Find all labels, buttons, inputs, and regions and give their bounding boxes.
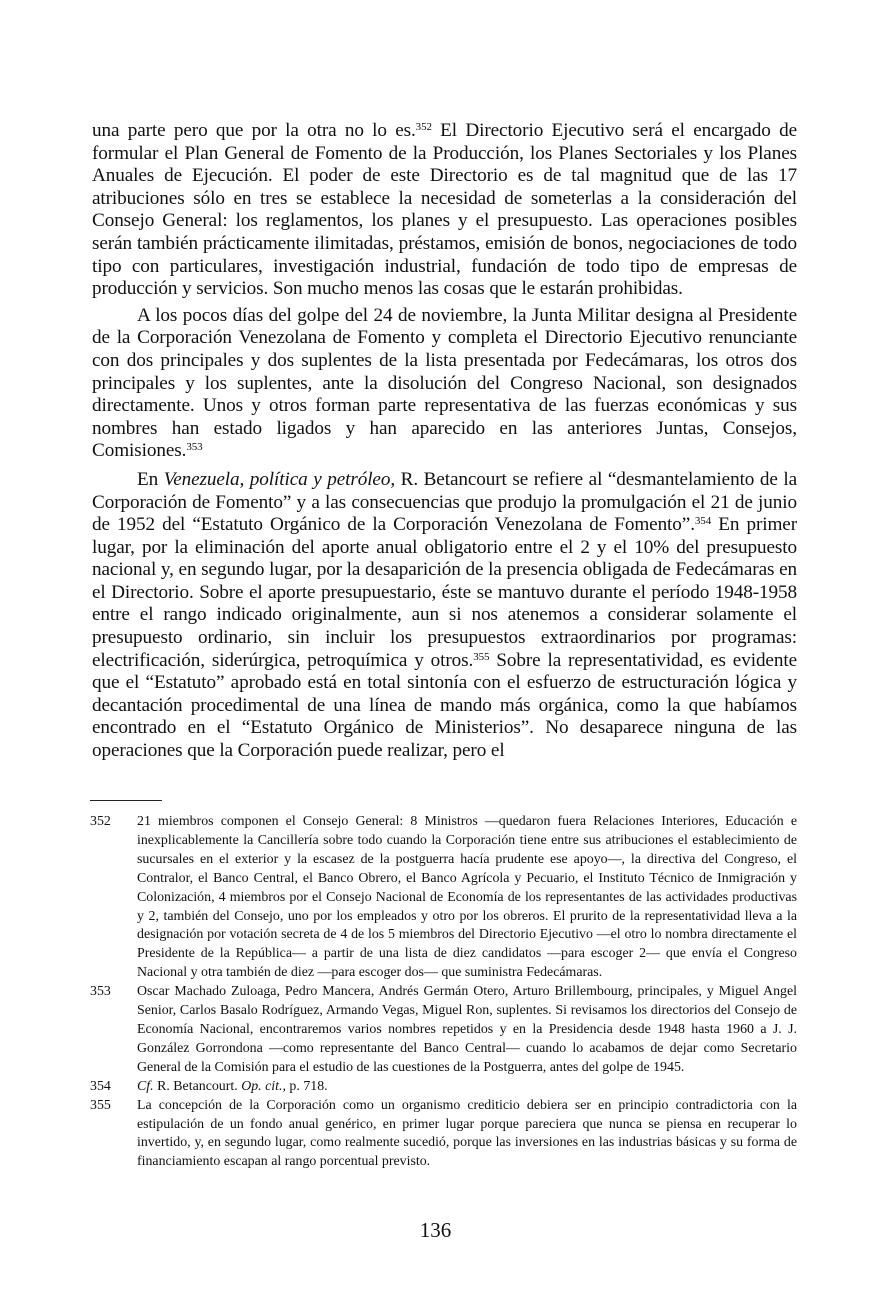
footnote-353 bbox=[90, 983, 797, 1078]
footnote-reference: 353 bbox=[186, 441, 203, 454]
footnote-text: 21 miembros componen el Consejo General: 8 Ministros —quedaron fuera Relaciones Interiores, Educación e inexplicablemente la Cancillería sobre todo cuando la Corporación tiene entre sus atribuciones el establecimiento de sucursales en el exterior y la escasez de la postguerra hacía prudente ese apoyo—, la directiva del Congreso, el Contralor, el Banco Central, el Banco Obrero, el Banco Agrícola y Pecuario, el Instituto Técnico de Inmigración y Colonización, 4 miembros por el Consejo Nacional de Economía de los representantes de las actividades productivas y 2, también del Consejo, uno por los empleados y otro por los obreros. El prurito de la representatividad lleva a la designación por votación secreta de 4 de los 5 miembros del Directorio Ejecutivo —el otro lo nombra directamente el Presidente de la República— a partir de una lista de diez candidatos —para escoger 2— que envía el Congreso Nacional y otra también de diez —para escoger dos— que suministra Fedecámaras. bbox=[137, 814, 797, 981]
footnote-reference: 355 bbox=[473, 650, 490, 663]
footnote-text: La concepción de la Corporación como un organismo crediticio debiera ser en principio contradictoria con la estipulación de un fondo anual genérico, en primer lugar porque pareciera que nunca se piensa en recuperar lo invertido, y, en segundo lugar, como realmente sucedió, porque las inversiones en las industrias básicas y su forma de financiamiento escapan al rango porcentual previsto. bbox=[137, 1097, 797, 1170]
paragraph-2: A los pocos días del golpe del 24 de noviembre, la Junta Militar designa al Presidente de la Corporación Venezolana de Fomento y completa el Directorio Ejecutivo renunciante con dos principales y dos suplentes de la lista presentada por Fedecámaras, los otros dos principales y los suplentes, ante la disolución del Congreso Nacional, son designados directamente. Unos y otros forman parte representativa de las fuerzas económicas y sus nombres han estado ligados y han aparecido en las anteriores Juntas, Consejos, Comisiones.$^{353}$ bbox=[92, 304, 797, 462]
footnote-number: 355 bbox=[90, 1097, 111, 1113]
page-number: 136 bbox=[419, 1218, 452, 1242]
paragraph-1: una parte pero que por la otra no lo es.$^{352}$ El Directorio Ejecutivo será el encargado de formular el Plan General de Fomento de la Producción, los Planes Sectoriales y los Planes Anuales de Ejecución. El poder de este Directorio es de tal magnitud que de las 17 atribuciones sólo en tres se establece la necesidad de someterlas a la consideración del Consejo General: los reglamentos, los planes y el presupuesto. Las operaciones posibles serán también prácticamente ilimitadas, préstamos, emisión de bonos, negociaciones de todo tipo con particulares, investigación industrial, fundación de todo tipo de empresas de producción y servicios. Son mucho menos las cosas que le estarán prohibidas. bbox=[92, 120, 797, 300]
footnotes bbox=[90, 813, 797, 1172]
italic-text: Op. cit., bbox=[241, 1078, 286, 1094]
italic-text: Venezuela, política y petróleo, bbox=[163, 468, 396, 490]
footnote-352 bbox=[90, 813, 797, 983]
footnote-separator bbox=[90, 800, 162, 801]
footnote-reference: 354 bbox=[694, 515, 712, 528]
main-text bbox=[92, 120, 797, 763]
italic-text: Cf. bbox=[137, 1078, 154, 1094]
footnote-355 bbox=[90, 1097, 797, 1173]
footnote-number: 352 bbox=[90, 814, 111, 829]
paragraph-3: En Venezuela, política y petróleo, R. Betancourt se refiere al “desmantelamiento de la Corporación de Fomento” y a las consecuencias que produjo la promulgación el 21 de junio de 1952 del “Estatuto Orgánico de la Corporación Venezolana de Fomento”.$^{354}$ En primer lugar, por la eliminación del aporte anual obligatorio entre el 2 y el 10% del presupuesto nacional y, en segundo lugar, por la desaparición de la presencia obligada de Fedecámaras en el Directorio. Sobre el aporte presupuestario, éste se mantuvo durante el período 1948-1958 entre el rango indicado originalmente, aun si nos atenemos a considerar solamente el presupuesto ordinario, sin incluir los presupuestos extraordinarios por programas: electrificación, siderúrgica, petroquímica y otros.$^{355}$ Sobre la representatividad, es evidente que el “Estatuto” aprobado está en total sintonía con el esfuerzo de estructuración lógica y decantación procedimental de una línea de mando más orgánica, como la que habíamos encontrado en el “Estatuto Orgánico de Ministerios”. No desaparece ninguna de las operaciones que la Corporación puede realizar, pero el bbox=[92, 468, 798, 762]
footnote-354 bbox=[90, 1078, 797, 1097]
footnote-text: Oscar Machado Zuloaga, Pedro Mancera, Andrés Germán Otero, Arturo Brillembourg, principales, y Miguel Angel Senior, Carlos Basalo Rodríguez, Armando Vegas, Miguel Ron, suplentes. Si revisamos los directorios del Consejo de Economía Nacional, encontraremos varios nombres repetidos y en la Presidencia desde 1948 hasta 1960 a J. J. González Gorrondona —como representante del Banco Central— cuando lo acabamos de dejar como Secretario General de la Comisión para el estudio de las cuestiones de la Postguerra, antes del golpe de 1945. bbox=[137, 984, 797, 1075]
footnote-number: 354 bbox=[90, 1078, 111, 1094]
footnote-text: Cf. R. Betancourt. Op. cit., p. 718. bbox=[137, 1078, 328, 1094]
footnote-number: 353 bbox=[90, 984, 111, 1000]
footnote-reference: 352 bbox=[415, 121, 432, 133]
